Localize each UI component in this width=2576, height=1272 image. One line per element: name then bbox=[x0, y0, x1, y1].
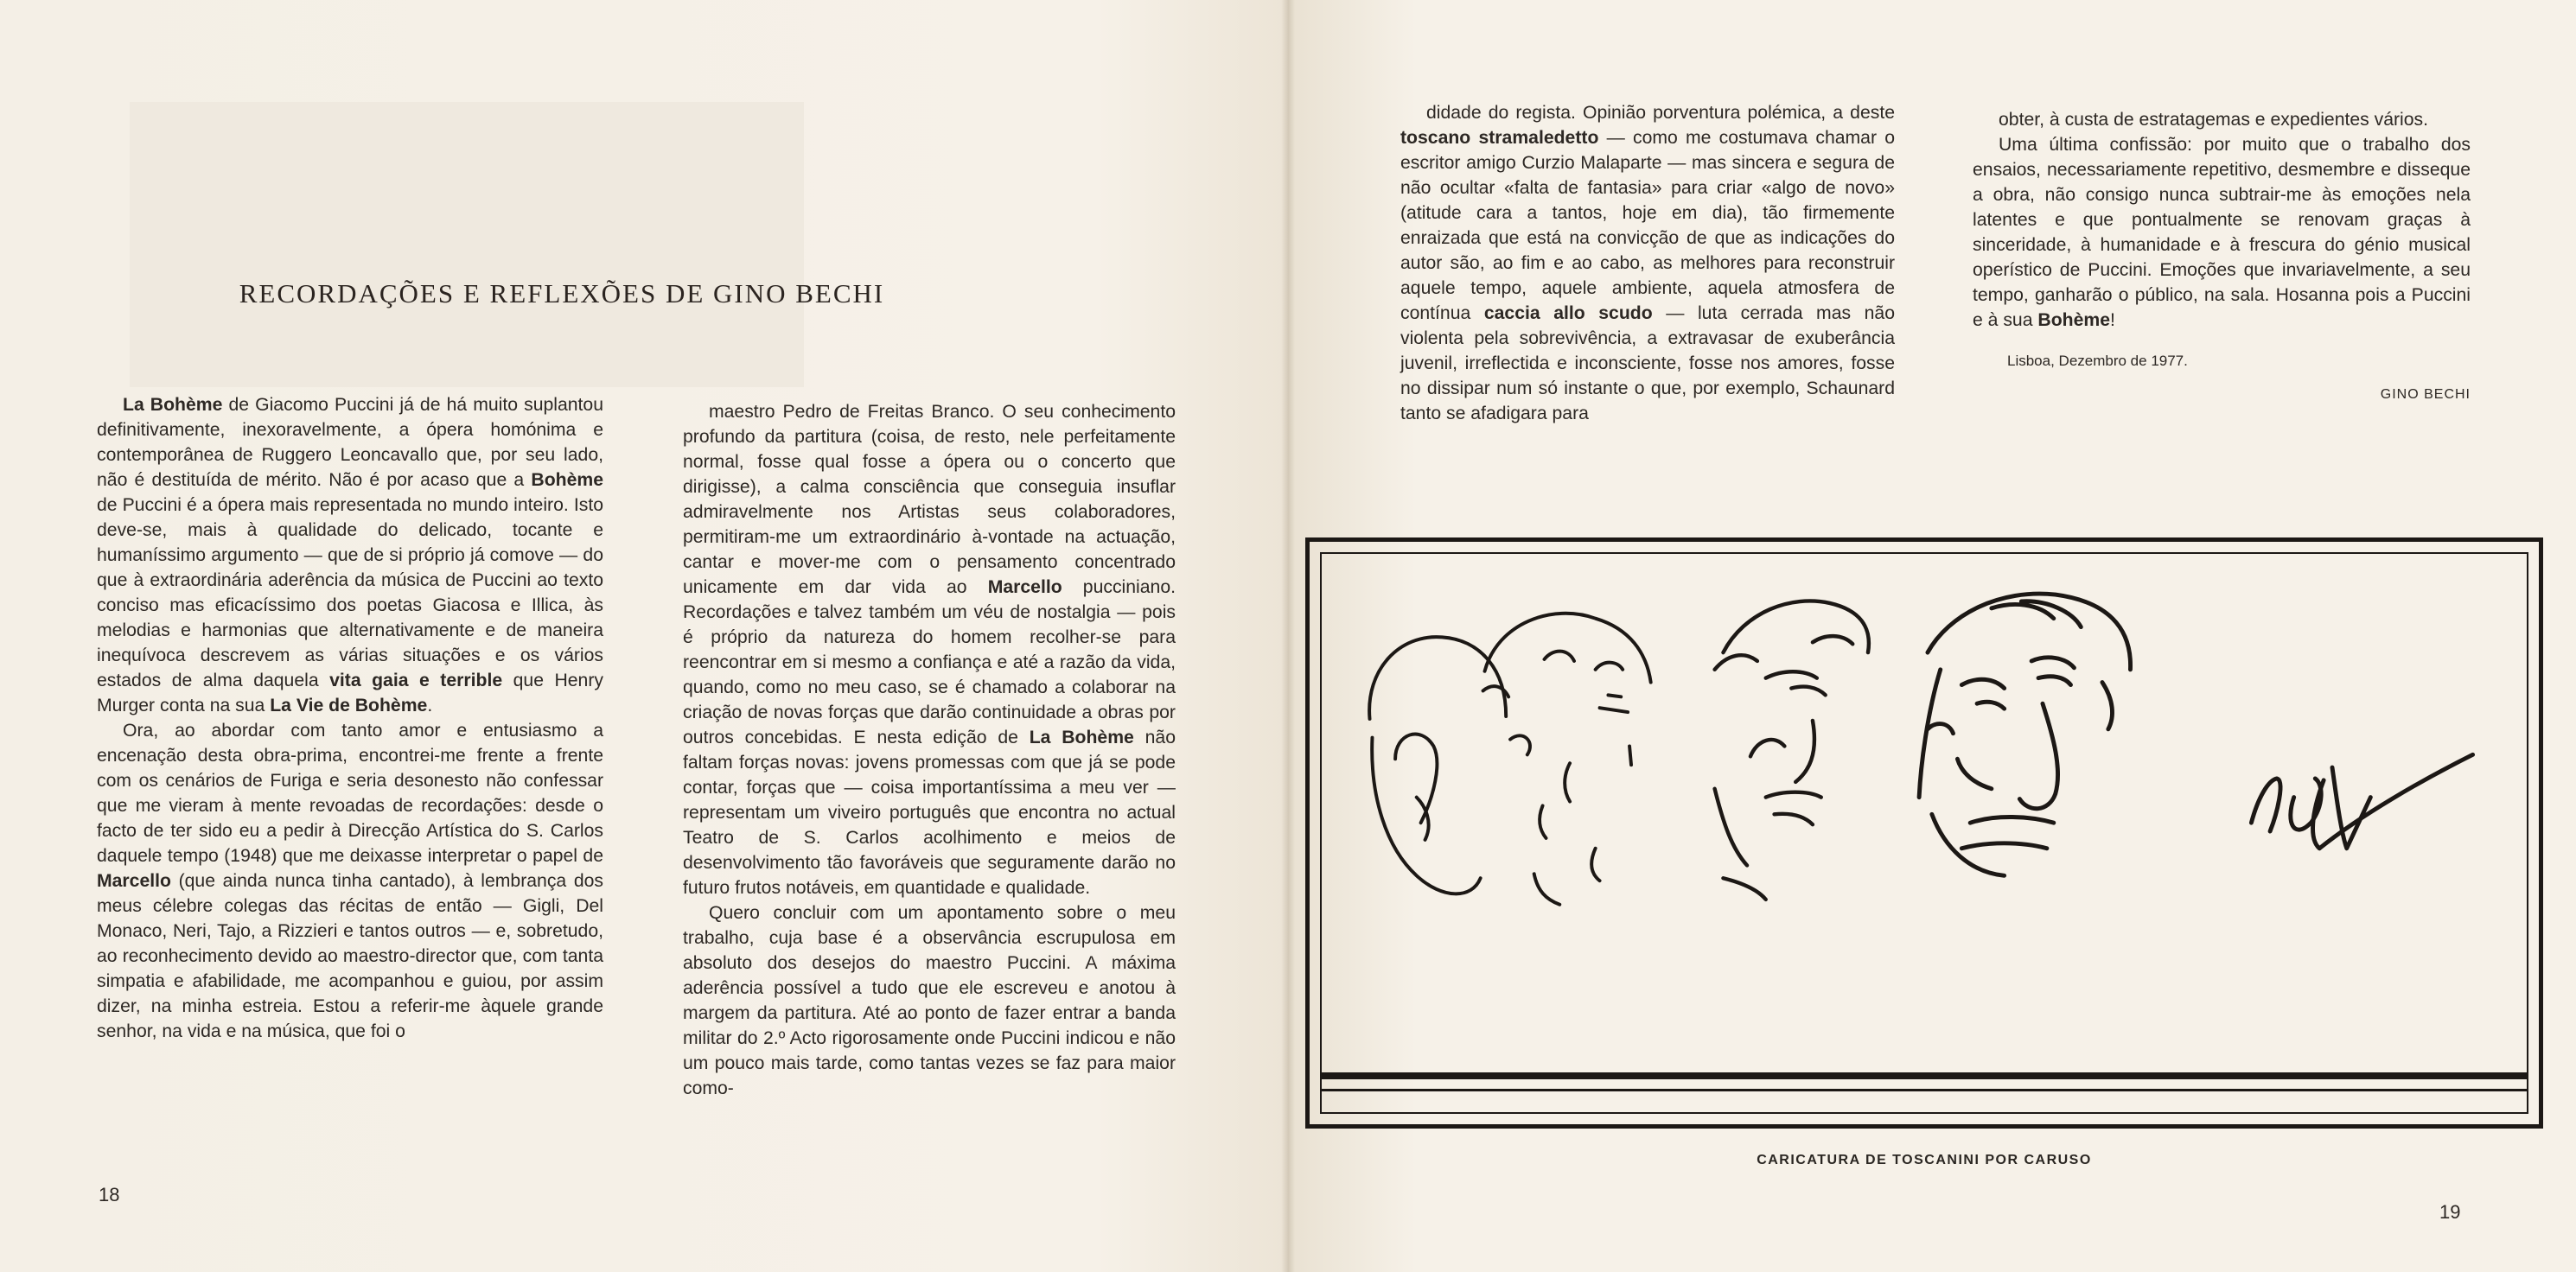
caricature-face-2 bbox=[1483, 614, 1651, 905]
book-gutter bbox=[1281, 0, 1295, 1272]
bold-phrase: La Bohème bbox=[123, 395, 223, 415]
closing-paragraphs bbox=[1973, 107, 2471, 333]
bold-phrase: Bohème bbox=[2037, 310, 2110, 330]
paragraph: La Bohème de Giacomo Puccini já de há muito suplantou definitivamente, inexoravelmente, a ópera homónima e contemporânea de Ruggero Leoncavallo que, por seu lado, não é destituída de mérito. Não é por acaso que a Bohème de Puccini é a ópera mais representada no mundo inteiro. Isto deve-se, mais à qualidade do delicado, tocante e humaníssimo argumento — que de si próprio já comove — do que à extraordinária aderência da música de Puccini ao texto conciso mas eficacíssimo dos poetas Giacosa e Illica, às melodias e harmonias que alternativamente e de maneira inequívoca descrevem as várias situações e os vários estados de alma daquela vita gaia e terrible que Henry Murger conta na sua La Vie de Bohème. bbox=[97, 395, 603, 716]
bold-phrase: toscano stramaledetto bbox=[1400, 128, 1599, 148]
bold-phrase: La Vie de Bohème bbox=[270, 696, 428, 716]
bold-phrase: Bohème bbox=[531, 470, 603, 490]
text-column-4 bbox=[1973, 107, 2471, 407]
place-date: Lisboa, Dezembro de 1977. bbox=[2007, 353, 2188, 369]
bold-phrase: Marcello bbox=[987, 577, 1062, 597]
paragraph: Quero concluir com um apontamento sobre o meu trabalho, cuja base é a observância escrupulosa em absoluto dos desejos do maestro Puccini. A máxima aderência possível a tudo que ele escreveu e anotou à margem da partitura. Até ao ponto de fazer entrar a banda militar do 2.º Acto rigorosamente onde Puccini indicou e não um pouco mais tarde, como tantas vezes se faz para maior como- bbox=[683, 903, 1176, 1098]
caricature-frame bbox=[1305, 537, 2543, 1129]
caricature-face-4 bbox=[1919, 594, 2130, 875]
paragraph: Uma última confissão: por muito que o trabalho dos ensaios, necessariamente repetitivo, desmembre e disseque a obra, não consigo nunca subtrair-me às emoções nela latentes e que pontualmente se renovam graças à sinceridade, à humanidade e à frescura do génio musical operístico de Puccini. Emoções que invariavelmente, a seu tempo, ganharão o público, na sala. Hosanna pois a Puccini e à sua Bohème! bbox=[1973, 135, 2471, 330]
title-shading bbox=[130, 102, 804, 387]
text-column-1 bbox=[97, 392, 603, 1044]
caricature-face-3 bbox=[1715, 601, 1869, 899]
paragraph: Ora, ao abordar com tanto amor e entusiasmo a encenação desta obra-prima, encontrei-me frente a frente com os cenários de Furiga e seria desonesto não confessar que me vieram à mente revoadas de recordações: desde o facto de ter sido eu a pedir à Direcção Artística do S. Carlos daquele tempo (1948) que me deixasse interpretar o papel de Marcello (que ainda nunca tinha cantado), à lembrança dos meus célebre colegas das récitas de então — Gigli, Del Monaco, Neri, Tajo, a Rizzieri e tantos outros — e, sobretudo, ao reconhecimento devido ao maestro-director que, com tanta simpatia e afabilidade, me acompanhou e guiou, por assim dizer, na minha estreia. Estou a referir-me àquele grande senhor, na vida e na música, que foi o bbox=[97, 721, 603, 1041]
text-column-3 bbox=[1400, 100, 1895, 426]
bold-phrase: La Bohème bbox=[1029, 728, 1134, 747]
paragraph: obter, à custa de estratagemas e expedientes vários. bbox=[1999, 110, 2429, 130]
text-column-2 bbox=[683, 399, 1176, 1101]
image-caption: CARICATURA DE TOSCANINI POR CARUSO bbox=[1757, 1153, 2092, 1167]
artist-signature-flourish bbox=[2251, 754, 2472, 848]
caricature-drawing bbox=[1310, 542, 2539, 1124]
bold-phrase: caccia allo scudo bbox=[1483, 303, 1653, 323]
paragraph: didade do regista. Opinião porventura polémica, a deste toscano stramaledetto — como me costumava chamar o escritor amigo Curzio Malaparte — mas sincera e segura de não ocultar «falta de fantasia» para criar «algo de novo» (atitude cara a tantos, hoje em dia), tão firmemente enraizada que está na convicção de que as indicações do autor são, ao fim e ao cabo, as melhores para reconstruir aquele tempo, aquele ambiente, aquela atmosfera de contínua caccia allo scudo — luta cerrada mas não violenta pela sobrevivência, a extravasar de exuberância juvenil, irreflectida e inconsciente, fosse nos amores, fosse no dissipar num só instante o que, por exemplo, Schaunard tanto se afadigara para bbox=[1400, 103, 1895, 423]
page-number-right: 19 bbox=[2439, 1201, 2461, 1223]
caricature-face-1 bbox=[1369, 637, 1530, 894]
author-signature: GINO BECHI bbox=[2380, 387, 2471, 402]
paragraph: maestro Pedro de Freitas Branco. O seu conhecimento profundo da partitura (coisa, de resto, nele perfeitamente normal, fosse qual fosse a ópera ou o concerto que dirigisse), a calma consciência que conseguia insuflar admiravelmente nos Artistas seus colaboradores, permitiram-me um extraordinário à-vontade na actuação, cantar e mover-me com o pensamento concentrado unicamente em dar vida ao Marcello pucciniano. Recordações e talvez também um véu de nostalgia — pois é próprio da natureza do homem recolher-se para reencontrar em si mesmo a confiança e até a razão da vida, quando, como no meu caso, se é chamado a colaborar na criação de novas forças que darão continuidade a obras por outros concebidas. E nesta edição de La Bohème não faltam forças novas: jovens promessas com que já se pode contar, forças que — coisa importantíssima a meu ver — representam um viveiro português que encontra no actual Teatro de S. Carlos acolhimento e meios de desenvolvimento tão favoráveis que seguramente darão no futuro frutos notáveis, em quantidade e qualidade. bbox=[683, 402, 1176, 898]
bold-phrase: Marcello bbox=[97, 871, 171, 891]
page-number-left: 18 bbox=[99, 1184, 120, 1205]
bold-phrase: vita gaia e terrible bbox=[329, 671, 503, 690]
article-title: RECORDAÇÕES E REFLEXÕES DE GINO BECHI bbox=[239, 278, 885, 308]
